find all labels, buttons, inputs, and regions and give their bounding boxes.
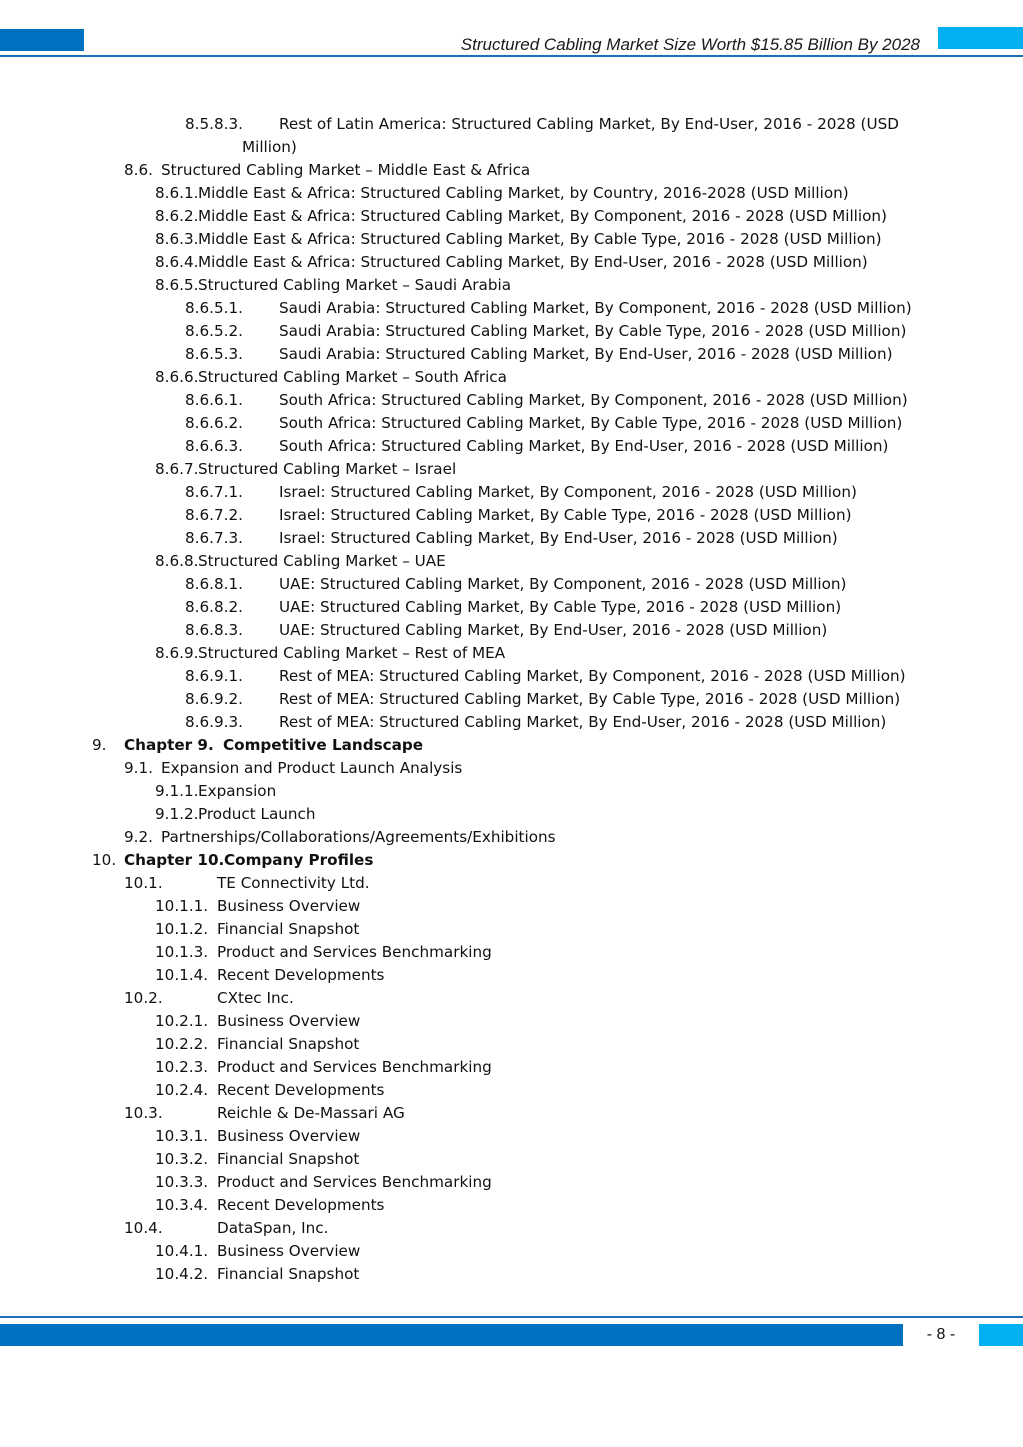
toc-number: 8.6.7. bbox=[155, 460, 199, 478]
toc-entry bbox=[0, 550, 1023, 573]
toc-text: TE Connectivity Ltd. bbox=[217, 874, 370, 892]
toc-number: 8.6.5.3. bbox=[185, 345, 243, 363]
toc-text: Financial Snapshot bbox=[217, 1150, 360, 1168]
toc-text: Rest of MEA: Structured Cabling Market, By Component, 2016 - 2028 (USD Million) bbox=[279, 667, 906, 685]
toc-entry bbox=[0, 504, 1023, 527]
toc-number: 8.6.3. bbox=[155, 230, 199, 248]
toc-entry bbox=[0, 1125, 1023, 1148]
toc-number: 8.6.2. bbox=[155, 207, 199, 225]
toc-entry bbox=[0, 182, 1023, 205]
toc-entry bbox=[0, 596, 1023, 619]
toc-entry bbox=[0, 642, 1023, 665]
toc-text: South Africa: Structured Cabling Market, By Component, 2016 - 2028 (USD Million) bbox=[279, 391, 908, 409]
toc-text: Israel: Structured Cabling Market, By Component, 2016 - 2028 (USD Million) bbox=[279, 483, 857, 501]
toc-text: Financial Snapshot bbox=[217, 920, 360, 938]
footer-accent-left bbox=[0, 1324, 903, 1346]
toc-text: Structured Cabling Market – Saudi Arabia bbox=[198, 276, 512, 294]
toc-text: Recent Developments bbox=[217, 1081, 385, 1099]
toc-text: Financial Snapshot bbox=[217, 1035, 360, 1053]
toc-entry bbox=[0, 136, 1023, 159]
chapter-title: Competitive Landscape bbox=[223, 736, 424, 754]
toc-number: 8.6.6.2. bbox=[185, 414, 243, 432]
toc-number: 10.4.2. bbox=[155, 1265, 209, 1283]
chapter-title: Company Profiles bbox=[224, 851, 374, 869]
header-accent-right bbox=[938, 27, 1023, 49]
toc-number: 8.6.4. bbox=[155, 253, 199, 271]
toc-text: Middle East & Africa: Structured Cabling Market, By Component, 2016 - 2028 (USD Million) bbox=[198, 207, 887, 225]
table-of-contents bbox=[0, 113, 1023, 1286]
toc-entry bbox=[0, 688, 1023, 711]
toc-text: Rest of Latin America: Structured Cabling Market, By End-User, 2016 - 2028 (USD bbox=[279, 115, 899, 133]
toc-number: 8.6.6.3. bbox=[185, 437, 243, 455]
toc-text: Expansion and Product Launch Analysis bbox=[161, 759, 463, 777]
toc-text: Business Overview bbox=[217, 1242, 361, 1260]
toc-number: 10.3.2. bbox=[155, 1150, 209, 1168]
toc-text: Business Overview bbox=[217, 1127, 361, 1145]
toc-text: Product and Services Benchmarking bbox=[217, 943, 492, 961]
toc-number: 10.1.4. bbox=[155, 966, 209, 984]
toc-entry bbox=[0, 872, 1023, 895]
toc-number: 8.6.9.3. bbox=[185, 713, 243, 731]
toc-text: Rest of MEA: Structured Cabling Market, By End-User, 2016 - 2028 (USD Million) bbox=[279, 713, 887, 731]
page-number: - 8 - bbox=[926, 1326, 956, 1343]
toc-number: 8.6.7.2. bbox=[185, 506, 243, 524]
toc-entry bbox=[0, 803, 1023, 826]
toc-entry bbox=[0, 435, 1023, 458]
toc-entry bbox=[0, 964, 1023, 987]
toc-entry bbox=[0, 412, 1023, 435]
toc-entry bbox=[0, 987, 1023, 1010]
toc-number: 10.1. bbox=[124, 874, 163, 892]
toc-chapter-entry bbox=[0, 734, 1023, 757]
toc-number: 8.5.8.3. bbox=[185, 115, 243, 133]
toc-number: 10.1.1. bbox=[155, 897, 209, 915]
toc-number: 9.2. bbox=[124, 828, 153, 846]
toc-number: 8.6.9.2. bbox=[185, 690, 243, 708]
toc-entry bbox=[0, 481, 1023, 504]
toc-number: 10.3.1. bbox=[155, 1127, 209, 1145]
toc-number: 10.2.3. bbox=[155, 1058, 209, 1076]
toc-number: 10.2.4. bbox=[155, 1081, 209, 1099]
toc-text: Reichle & De-Massari AG bbox=[217, 1104, 405, 1122]
toc-entry bbox=[0, 274, 1023, 297]
toc-entry bbox=[0, 757, 1023, 780]
toc-entry bbox=[0, 297, 1023, 320]
toc-entry bbox=[0, 711, 1023, 734]
toc-number: 9.1.2. bbox=[155, 805, 199, 823]
toc-number: 8.6.9. bbox=[155, 644, 199, 662]
toc-number: 9.1. bbox=[124, 759, 153, 777]
header-rule bbox=[0, 55, 1023, 57]
toc-text: Israel: Structured Cabling Market, By End-User, 2016 - 2028 (USD Million) bbox=[279, 529, 838, 547]
footer-accent-right bbox=[979, 1324, 1023, 1346]
toc-number: 8.6.5.1. bbox=[185, 299, 243, 317]
toc-text: Rest of MEA: Structured Cabling Market, By Cable Type, 2016 - 2028 (USD Million) bbox=[279, 690, 901, 708]
toc-text: South Africa: Structured Cabling Market, By End-User, 2016 - 2028 (USD Million) bbox=[279, 437, 889, 455]
toc-text: Recent Developments bbox=[217, 1196, 385, 1214]
toc-number: 8.6.8. bbox=[155, 552, 199, 570]
toc-text: Saudi Arabia: Structured Cabling Market, By Component, 2016 - 2028 (USD Million) bbox=[279, 299, 912, 317]
toc-text: South Africa: Structured Cabling Market, By Cable Type, 2016 - 2028 (USD Million) bbox=[279, 414, 903, 432]
toc-entry bbox=[0, 458, 1023, 481]
toc-entry bbox=[0, 343, 1023, 366]
header-title: Structured Cabling Market Size Worth $15.85 Billion By 2028 bbox=[460, 35, 920, 54]
toc-text: Israel: Structured Cabling Market, By Cable Type, 2016 - 2028 (USD Million) bbox=[279, 506, 852, 524]
toc-entry bbox=[0, 619, 1023, 642]
toc-text: Business Overview bbox=[217, 1012, 361, 1030]
chapter-label: Chapter 9. bbox=[124, 736, 214, 754]
toc-number: 10.3. bbox=[124, 1104, 163, 1122]
toc-entry bbox=[0, 1010, 1023, 1033]
toc-entry bbox=[0, 1217, 1023, 1240]
toc-text: Structured Cabling Market – Israel bbox=[198, 460, 457, 478]
toc-number: 8.6.7.3. bbox=[185, 529, 243, 547]
toc-number: 10.2.1. bbox=[155, 1012, 209, 1030]
toc-entry bbox=[0, 1056, 1023, 1079]
toc-text: Middle East & Africa: Structured Cabling Market, By End-User, 2016 - 2028 (USD Million) bbox=[198, 253, 868, 271]
toc-entry bbox=[0, 251, 1023, 274]
toc-entry bbox=[0, 1194, 1023, 1217]
toc-entry bbox=[0, 780, 1023, 803]
toc-text: Business Overview bbox=[217, 897, 361, 915]
toc-number: 10.2.2. bbox=[155, 1035, 209, 1053]
toc-entry bbox=[0, 389, 1023, 412]
toc-entry bbox=[0, 918, 1023, 941]
toc-text: Expansion bbox=[198, 782, 277, 800]
toc-number: 8.6.5.2. bbox=[185, 322, 243, 340]
toc-number: 10.3.3. bbox=[155, 1173, 209, 1191]
toc-text: UAE: Structured Cabling Market, By End-User, 2016 - 2028 (USD Million) bbox=[279, 621, 828, 639]
toc-number: 8.6.6. bbox=[155, 368, 199, 386]
toc-entry bbox=[0, 941, 1023, 964]
toc-text: Structured Cabling Market – South Africa bbox=[198, 368, 507, 386]
toc-number: 10.4.1. bbox=[155, 1242, 209, 1260]
toc-text: Structured Cabling Market – Middle East & Africa bbox=[161, 161, 531, 179]
toc-entry bbox=[0, 228, 1023, 251]
toc-number: 8.6.8.2. bbox=[185, 598, 243, 616]
toc-number: 10. bbox=[92, 851, 117, 869]
toc-text: Saudi Arabia: Structured Cabling Market, By Cable Type, 2016 - 2028 (USD Million) bbox=[279, 322, 907, 340]
toc-entry bbox=[0, 573, 1023, 596]
toc-text: Million) bbox=[242, 138, 297, 156]
header-accent-left bbox=[0, 29, 84, 51]
toc-number: 10.1.3. bbox=[155, 943, 209, 961]
toc-number: 8.6.7.1. bbox=[185, 483, 243, 501]
toc-text: Structured Cabling Market – UAE bbox=[198, 552, 446, 570]
toc-text: DataSpan, Inc. bbox=[217, 1219, 329, 1237]
toc-number: 9. bbox=[92, 736, 107, 754]
toc-number: 8.6.8.3. bbox=[185, 621, 243, 639]
toc-number: 10.2. bbox=[124, 989, 163, 1007]
toc-text: UAE: Structured Cabling Market, By Component, 2016 - 2028 (USD Million) bbox=[279, 575, 847, 593]
toc-number: 9.1.1. bbox=[155, 782, 199, 800]
toc-number: 8.6.9.1. bbox=[185, 667, 243, 685]
toc-entry bbox=[0, 1079, 1023, 1102]
toc-text: Structured Cabling Market – Rest of MEA bbox=[198, 644, 506, 662]
toc-number: 8.6.5. bbox=[155, 276, 199, 294]
toc-number: 10.1.2. bbox=[155, 920, 209, 938]
toc-entry bbox=[0, 205, 1023, 228]
toc-entry bbox=[0, 1102, 1023, 1125]
toc-entry bbox=[0, 826, 1023, 849]
toc-entry bbox=[0, 527, 1023, 550]
toc-text: Product and Services Benchmarking bbox=[217, 1058, 492, 1076]
toc-number: 8.6.6.1. bbox=[185, 391, 243, 409]
toc-entry bbox=[0, 1033, 1023, 1056]
toc-text: Product and Services Benchmarking bbox=[217, 1173, 492, 1191]
toc-chapter-entry bbox=[0, 849, 1023, 872]
toc-number: 8.6.1. bbox=[155, 184, 199, 202]
chapter-label: Chapter 10. bbox=[124, 851, 225, 869]
toc-text: CXtec Inc. bbox=[217, 989, 294, 1007]
toc-entry bbox=[0, 159, 1023, 182]
toc-entry bbox=[0, 366, 1023, 389]
toc-number: 10.3.4. bbox=[155, 1196, 209, 1214]
toc-entry bbox=[0, 1263, 1023, 1286]
footer-rule bbox=[0, 1316, 1023, 1318]
toc-entry bbox=[0, 320, 1023, 343]
toc-text: Middle East & Africa: Structured Cabling Market, by Country, 2016-2028 (USD Million) bbox=[198, 184, 849, 202]
toc-text: Partnerships/Collaborations/Agreements/Exhibitions bbox=[161, 828, 556, 846]
toc-text: Financial Snapshot bbox=[217, 1265, 360, 1283]
toc-text: Product Launch bbox=[198, 805, 316, 823]
toc-entry bbox=[0, 895, 1023, 918]
toc-number: 8.6. bbox=[124, 161, 153, 179]
toc-entry bbox=[0, 113, 1023, 136]
toc-text: Recent Developments bbox=[217, 966, 385, 984]
toc-entry bbox=[0, 665, 1023, 688]
toc-entry bbox=[0, 1148, 1023, 1171]
toc-entry bbox=[0, 1171, 1023, 1194]
toc-text: Saudi Arabia: Structured Cabling Market, By End-User, 2016 - 2028 (USD Million) bbox=[279, 345, 893, 363]
toc-number: 10.4. bbox=[124, 1219, 163, 1237]
toc-text: UAE: Structured Cabling Market, By Cable Type, 2016 - 2028 (USD Million) bbox=[279, 598, 842, 616]
toc-entry bbox=[0, 1240, 1023, 1263]
toc-number: 8.6.8.1. bbox=[185, 575, 243, 593]
toc-text: Middle East & Africa: Structured Cabling Market, By Cable Type, 2016 - 2028 (USD Million) bbox=[198, 230, 882, 248]
